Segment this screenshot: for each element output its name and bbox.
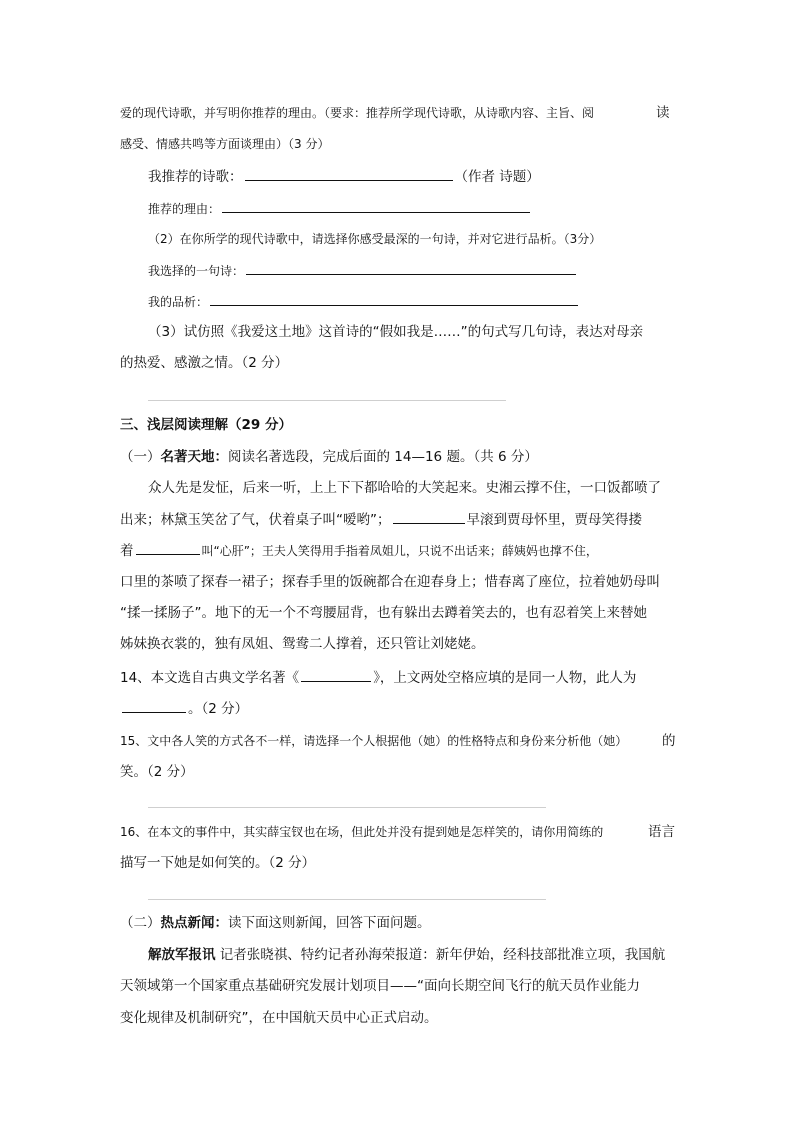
q13-text-line2: 感受、情感共鸣等方面谈理由）（3 分） bbox=[120, 137, 330, 151]
q13-text-line1: 爱的现代诗歌，并写明你推荐的理由。（要求：推荐所学现代诗歌，从诗歌内容、主旨、阅 bbox=[120, 106, 595, 120]
poem-recommend-row bbox=[148, 166, 540, 187]
passage-line3-b: 叫“心肝”；王夫人笑得用手指着凤姐儿，只说不出话来；薛姨妈也撑不住， bbox=[201, 544, 598, 558]
analysis-label: 我的品析： bbox=[148, 295, 209, 309]
poem-label: 我推荐的诗歌： bbox=[148, 169, 243, 185]
part1-heading bbox=[120, 447, 538, 467]
passage-line2-a: 出来；林黛玉笑岔了气，伏着桌子叫“嗳哟”； bbox=[120, 512, 391, 528]
analysis-answer-blank[interactable] bbox=[210, 291, 578, 306]
part1-title: 名著天地： bbox=[160, 449, 228, 465]
news-line1 bbox=[148, 945, 665, 965]
part2-prefix: （二） bbox=[120, 915, 161, 931]
part2-title: 热点新闻： bbox=[160, 915, 228, 931]
part1-prefix: （一） bbox=[120, 449, 161, 465]
passage-line6: 姊妹换衣裳的，独有凤姐、鸳鸯二人撑着，还只管让刘姥姥。 bbox=[120, 636, 485, 652]
reason-label: 推荐的理由： bbox=[148, 202, 221, 216]
q15-line1: 15、文中各人笑的方式各不一样，请选择一个人根据他（她）的性格特点和身份来分析他（她） bbox=[120, 734, 628, 748]
q16-line1-tail: 语言 bbox=[648, 824, 675, 840]
section-heading: 三、浅层阅读理解（29 分） bbox=[120, 417, 292, 433]
q14-line1-a: 14、本文选自古典文学名著《 bbox=[120, 670, 300, 686]
character-blank-1[interactable] bbox=[393, 509, 465, 524]
answer-divider-2 bbox=[148, 807, 546, 808]
news-line1-text: 记者张晓祺、特约记者孙海荣报道：新年伊始，经科技部批准立项，我国航 bbox=[215, 947, 666, 963]
reason-answer-blank[interactable] bbox=[222, 198, 530, 213]
passage-line2-b: 早滚到贾母怀里，贾母笑得搂 bbox=[466, 512, 642, 528]
news-line3: 变化规律及机制研究”，在中国航天员中心正式启动。 bbox=[120, 1010, 438, 1026]
part1-instruction: 阅读名著选段，完成后面的 14—16 题。（共 6 分） bbox=[228, 449, 538, 465]
part2-heading bbox=[120, 913, 431, 933]
q13-text-line1-tail: 读 bbox=[656, 105, 670, 121]
chosen-line-blank[interactable] bbox=[246, 260, 576, 275]
q15-line1-tail: 的 bbox=[662, 733, 676, 749]
character-name-blank[interactable] bbox=[122, 698, 186, 713]
news-line2: 天领域第一个国家重点基础研究发展计划项目——“面向长期空间飞行的航天员作业能力 bbox=[120, 978, 640, 994]
book-title-blank[interactable] bbox=[301, 667, 371, 682]
passage-line1: 众人先是发怔，后来一听，上上下下都哈哈的大笑起来。史湘云撑不住，一口饭都喷了 bbox=[148, 480, 661, 496]
q13-part3-line1: （3）试仿照《我爱这土地》这首诗的“假如我是……”的句式写几句诗，表达对母亲 bbox=[148, 324, 644, 340]
q14-line1-b: 》，上文两处空格应填的是同一人物，此人为 bbox=[373, 670, 637, 686]
passage-line3 bbox=[120, 540, 598, 561]
part2-instruction: 读下面这则新闻，回答下面问题。 bbox=[228, 915, 431, 931]
chosen-line-label: 我选择的一句诗： bbox=[148, 264, 245, 278]
q14-line1 bbox=[120, 667, 636, 688]
poem-answer-blank[interactable] bbox=[245, 166, 453, 181]
reason-row bbox=[148, 198, 532, 219]
q14-line2-text: 。（2 分） bbox=[188, 701, 249, 717]
q13-part2: （2）在你所学的现代诗歌中，请选择你感受最深的一句诗，并对它进行品析。（3分） bbox=[148, 232, 602, 246]
q16-line2: 描写一下她是如何笑的。（2 分） bbox=[120, 855, 316, 871]
poem-suffix: （作者 诗题） bbox=[454, 169, 540, 185]
q15-line2: 笑。（2 分） bbox=[120, 764, 194, 780]
news-lead: 解放军报讯 bbox=[148, 947, 216, 963]
passage-line5: “揉一揉肠子”。地下的无一个不弯腰屈背，也有躲出去蹲着笑去的，也有忍着笑上来替她 bbox=[120, 605, 647, 621]
analysis-row bbox=[148, 291, 580, 312]
answer-divider-3 bbox=[148, 899, 546, 900]
passage-line4: 口里的茶喷了探春一裙子；探春手里的饭碗都合在迎春身上；惜春离了座位，拉着她奶母叫 bbox=[120, 574, 660, 590]
character-blank-2[interactable] bbox=[136, 540, 200, 555]
chosen-line-row bbox=[148, 260, 578, 281]
q14-line2 bbox=[120, 698, 248, 719]
q13-part3-line2: 的热爱、感激之情。（2 分） bbox=[120, 355, 289, 371]
passage-line3-a: 着 bbox=[120, 543, 134, 559]
q16-line1: 16、在本文的事件中，其实薛宝钗也在场，但此处并没有提到她是怎样笑的，请你用简练的 bbox=[120, 825, 604, 839]
passage-line2 bbox=[120, 509, 642, 530]
answer-divider bbox=[148, 400, 506, 401]
